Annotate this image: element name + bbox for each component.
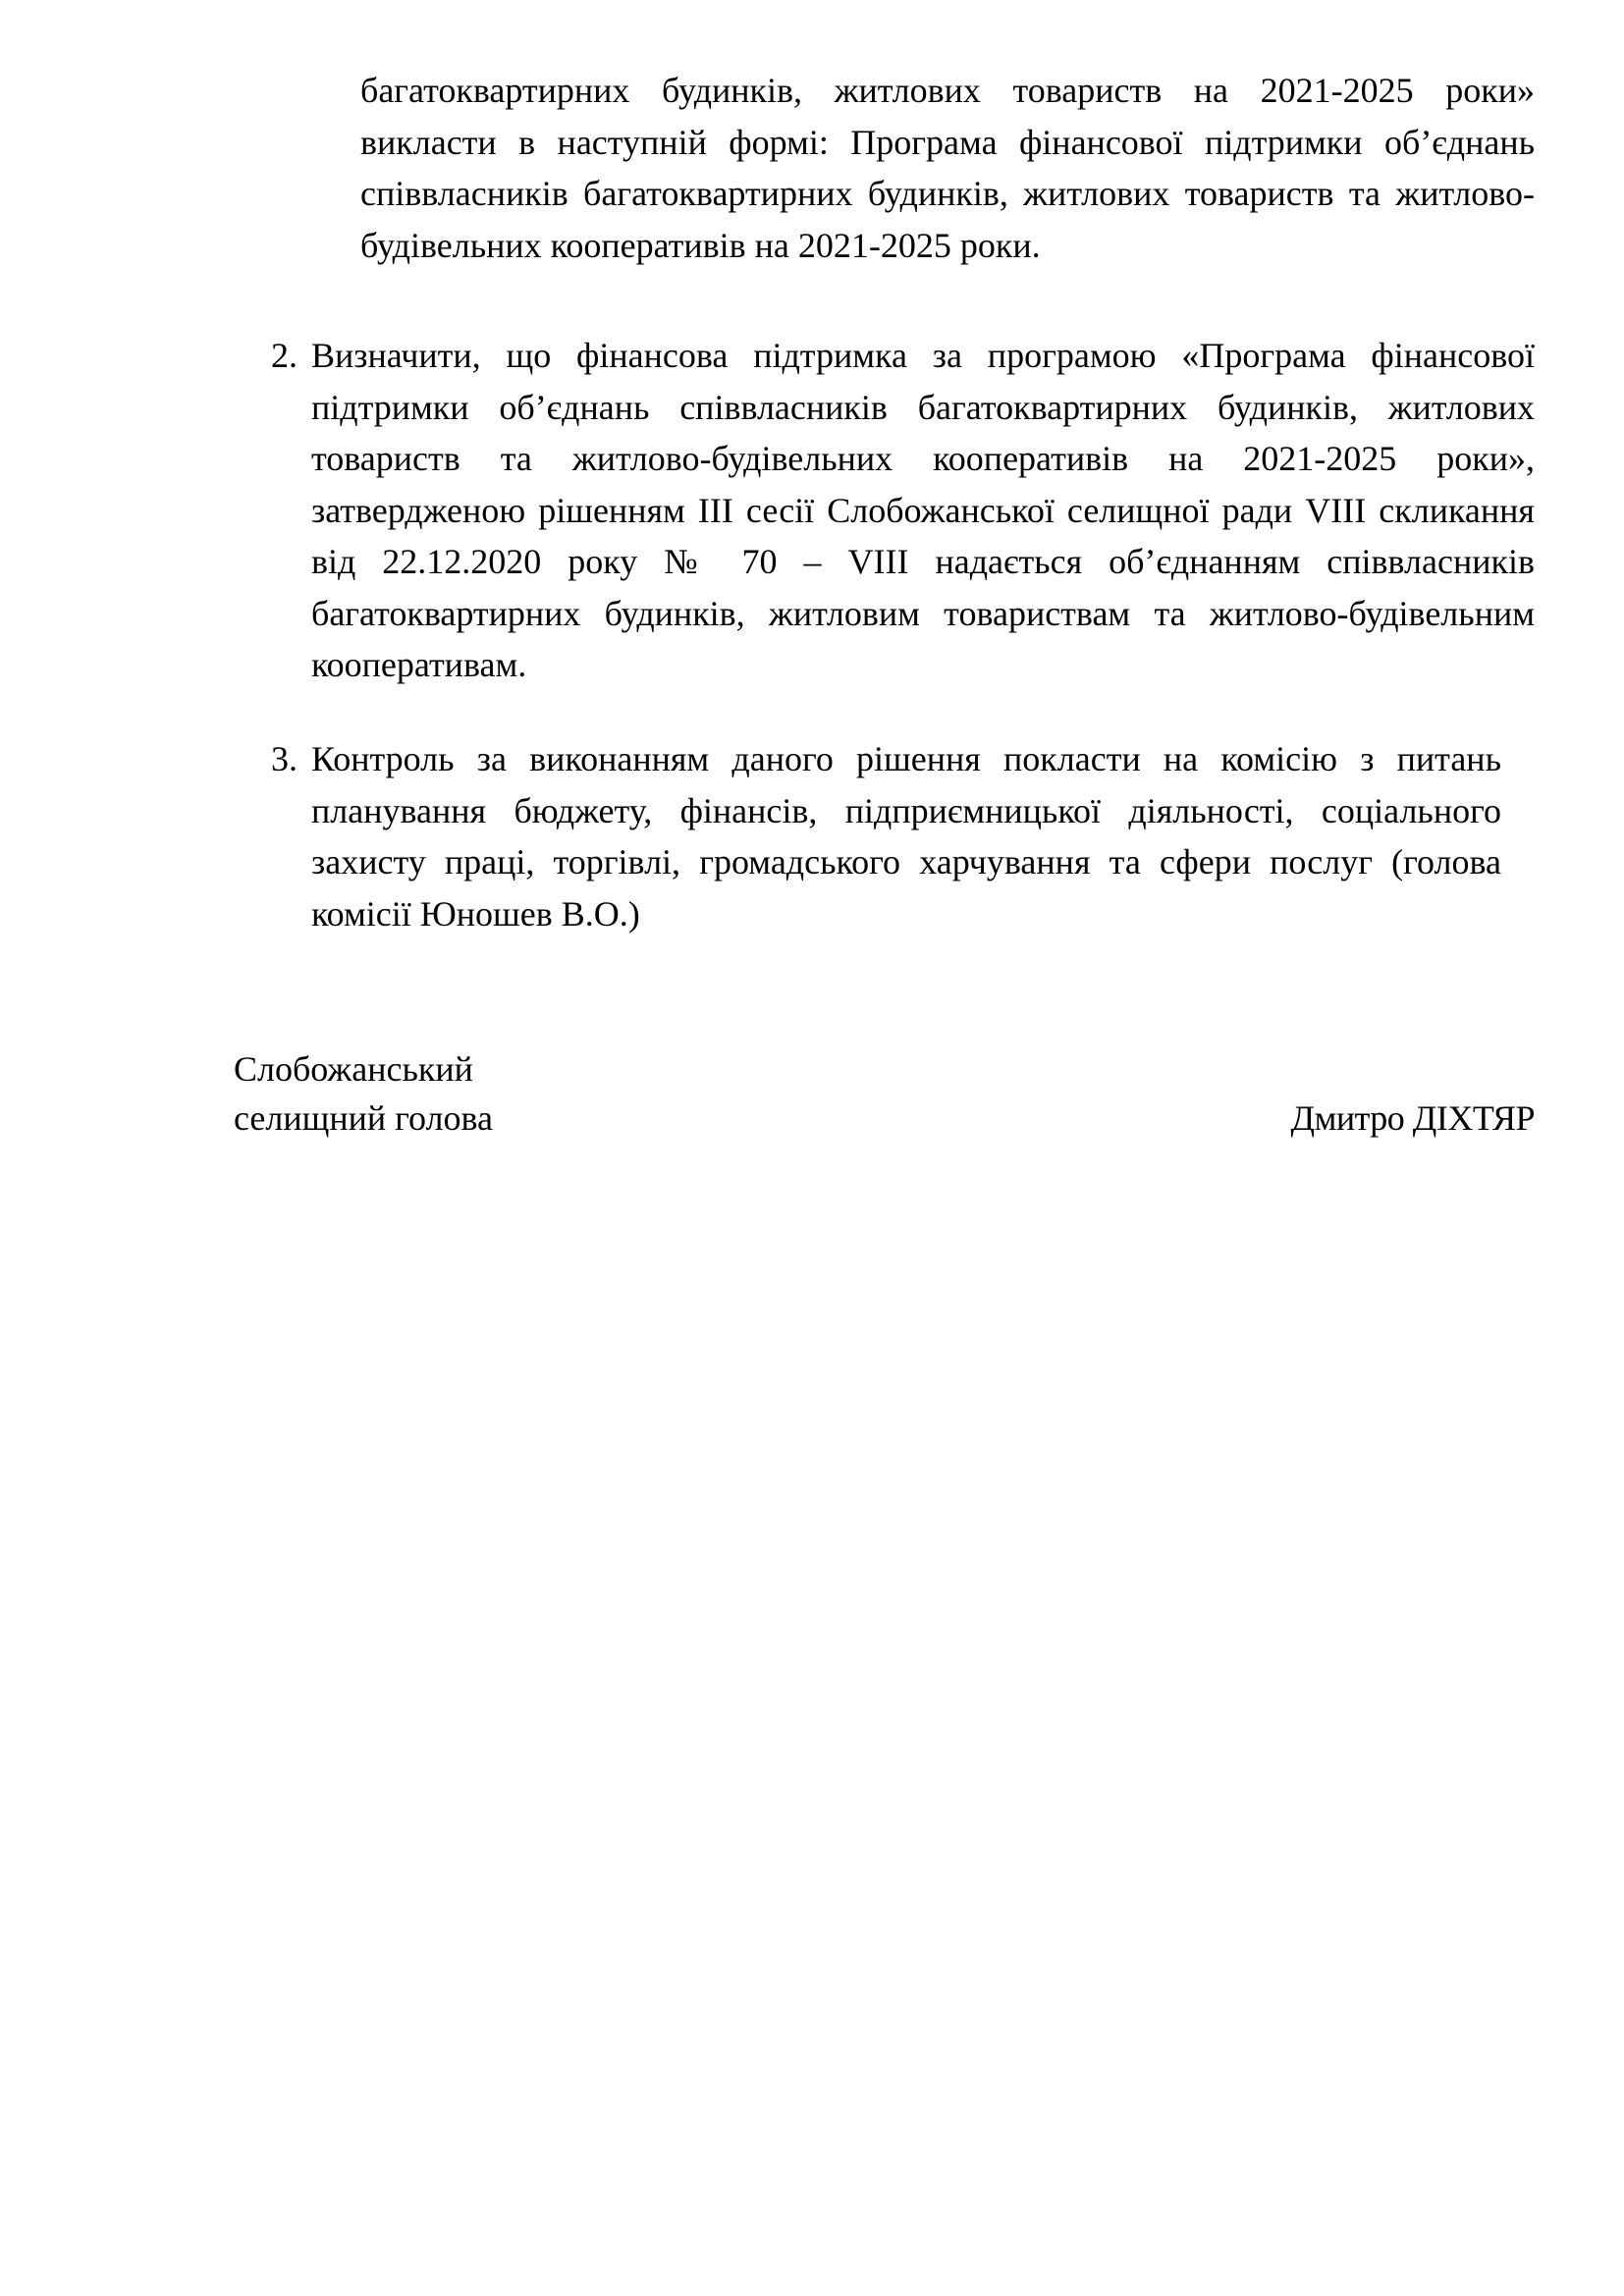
continuation-paragraph: багатоквартирних будинків, житлових товариств на 2021-2025 роки» викласти в наступній формі: Програма фінансової підтримки об’єднань співвласників багатоквартирних будинків, житлових товариств та житлово-будівельних кооперативів на 2021-2025 роки. xyxy=(360,71,1535,265)
list-item-text: Визначити, що фінансова підтримка за програмою «Програма фінансової підтримки об’єднань співвласників багатоквартирних будинків, житлових товариств та житлово-будівельних кооперативів на 2021-2025 роки», затвердженою рішенням ІІІ сесії Слобожанської селищної ради VIII скликання від 22.12.2020 року № 70 – VIII надається об’єднанням співвласників багатоквартирних будинків, житловим товариствам та житлово-будівельним кооперативам. xyxy=(311,336,1535,684)
signature-title-line-2: селищний голова xyxy=(234,1098,494,1138)
list-item-number: 2. xyxy=(271,336,298,375)
signatory-name: Дмитро ДІХТЯР xyxy=(1290,1098,1535,1138)
list-item-text: Контроль за виконанням даного рішення покласти на комісію з питань планування бюджету, фінансів, підприємницької діяльності, соціального захисту праці, торгівлі, громадського харчування та сфери послуг (голова комісії Юношев В.О.) xyxy=(311,739,1501,934)
signature-title xyxy=(234,1044,493,1143)
list-item-number: 3. xyxy=(271,739,298,778)
signature-title-line-1: Слобожанський xyxy=(234,1049,473,1089)
